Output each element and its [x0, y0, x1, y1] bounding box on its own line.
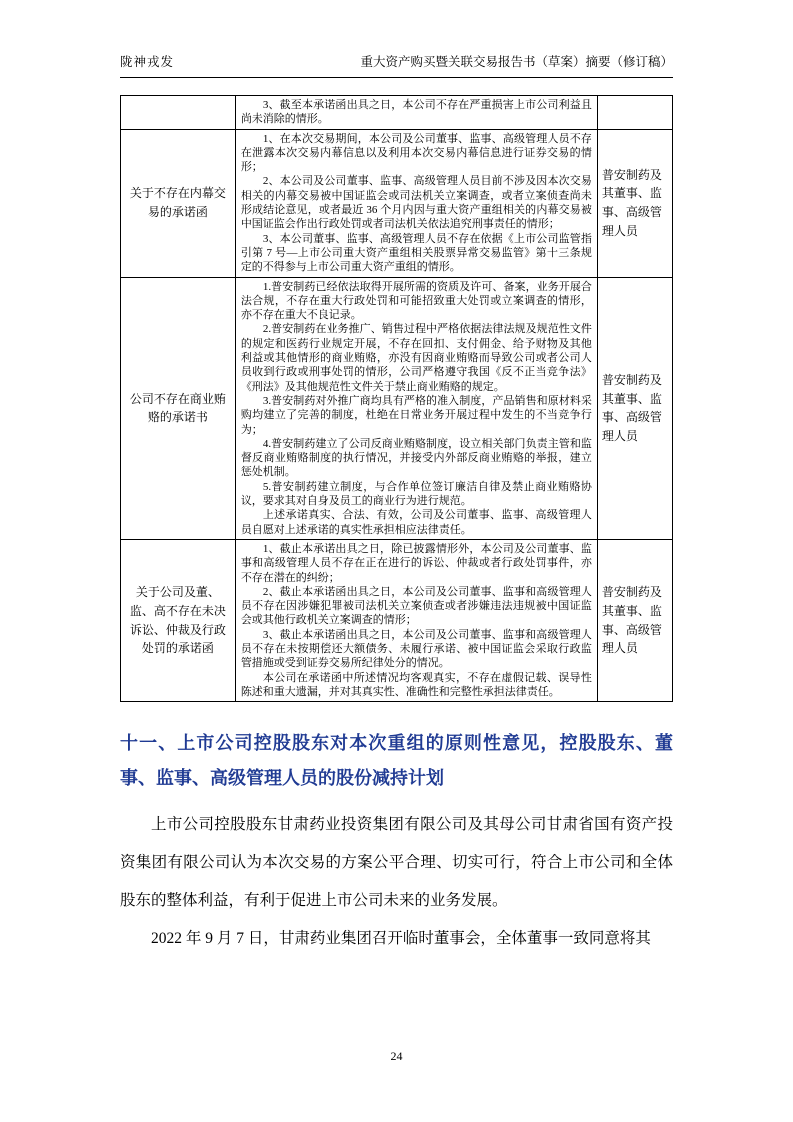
commitment-paragraph: 1、截止本承诺出具之日，除已披露情形外，本公司及公司董事、监事和高级管理人员不存在正在进行的诉讼、仲裁或者行政处罚事件，亦不存在潜在的纠纷；: [240, 542, 592, 584]
commitment-row: [121, 129, 673, 277]
commitment-paragraph: 3.普安制药对外推广商均具有严格的准入制度，产品销售和原材料采购均建立了完善的制度，杜绝在日常业务开展过程中发生的不当竞争行为；: [240, 394, 592, 436]
commitment-paragraph: 5.普安制药建立制度，与合作单位签订廉洁自律及禁止商业贿赂协议，要求其对自身及员工的商业行为进行规范。: [240, 480, 592, 508]
commitment-paragraph: 本公司在承诺函中所述情况均客观真实，不存在虚假记载、误导性陈述和重大遗漏，并对其真实性、准确性和完整性承担法律责任。: [240, 671, 592, 698]
commitment-party-cell: 普安制药及其董事、监事、高级管理人员: [597, 277, 672, 539]
body-paragraph: 上市公司控股股东甘肃药业投资集团有限公司及其母公司甘肃省国有资产投资集团有限公司认为本次交易的方案公平合理、切实可行，符合上市公司和全体股东的整体利益，有利于促进上市公司未来的业务发展。: [120, 816, 673, 910]
commitment-paragraph: 3、本公司董事、监事、高级管理人员不存在依据《上市公司监管指引第 7 号—上市公司重大资产重组相关股票异常交易监管》第十三条规定的不得参与上市公司重大资产重组的情形。: [240, 232, 592, 274]
commitment-paragraph: 3、截至本承诺函出具之日，本公司不存在严重损害上市公司利益且尚未消除的情形。: [240, 99, 592, 126]
page-content: [120, 52, 673, 958]
commitment-paragraph: 2、截止本承诺函出具之日，本公司及公司董事、监事和高级管理人员不存在因涉嫌犯罪被司法机关立案侦查或者涉嫌违法违规被中国证监会或其他行政机关立案调查的情形；: [240, 585, 592, 627]
commitment-row: [121, 277, 673, 539]
commitment-content-cell: [235, 96, 597, 130]
commitment-title-cell: 关于不存在内幕交易的承诺函: [121, 129, 236, 277]
commitment-paragraph: 4.普安制药建立了公司反商业贿赂制度，设立相关部门负责主管和监督反商业贿赂制度的执行情况，并接受内外部反商业贿赂的举报，建立惩处机制。: [240, 437, 592, 479]
commitment-party-cell: [597, 96, 672, 130]
commitment-paragraph: 1.普安制药已经依法取得开展所需的资质及许可、备案，业务开展合法合规，不存在重大行政处罚和可能招致重大处罚或立案调查的情形，亦不存在重大不良记录。: [240, 280, 592, 322]
commitment-party-cell: 普安制药及其董事、监事、高级管理人员: [597, 539, 672, 701]
page-number: 24: [390, 1049, 403, 1063]
header-company-name: 陇神戎发: [120, 55, 175, 69]
commitment-paragraph: 2、本公司及公司董事、监事、高级管理人员目前不涉及因本次交易相关的内幕交易被中国证监会或司法机关立案调查，或者立案侦查尚未形成结论意见，或者最近 36 个月内因与重大资产重组相关的内幕交易被中国证监会作出行政处罚或者司法机关依法追究刑事责任的情形；: [240, 175, 592, 231]
commitment-title-cell: 公司不存在商业贿赂的承诺书: [121, 277, 236, 539]
commitment-content-cell: [235, 129, 597, 277]
commitment-row: [121, 96, 673, 130]
commitment-row: [121, 539, 673, 701]
commitment-content-cell: [235, 277, 597, 539]
header-document-title: 重大资产购买暨关联交易报告书（草案）摘要（修订稿）: [360, 55, 673, 69]
commitment-party-cell: 普安制药及其董事、监事、高级管理人员: [597, 129, 672, 277]
commitment-paragraph: 1、在本次交易期间，本公司及公司董事、监事、高级管理人员不存在泄露本次交易内幕信息以及利用本次交易内幕信息进行证券交易的情形；: [240, 132, 592, 174]
page-footer: [0, 1049, 793, 1064]
commitment-title-cell: [121, 96, 236, 130]
commitments-table: [120, 95, 673, 702]
section-body: [120, 806, 673, 958]
commitment-content-cell: [235, 539, 597, 701]
commitment-paragraph: 3、截止本承诺函出具之日，本公司及公司董事、监事和高级管理人员不存在未按期偿还大额债务、未履行承诺、被中国证监会采取行政监管措施或受到证券交易所纪律处分的情况。: [240, 628, 592, 670]
section-heading: 十一、上市公司控股股东对本次重组的原则性意见，控股股东、董事、监事、高级管理人员的股份减持计划: [120, 733, 673, 789]
commitment-title-cell: 关于公司及董、监、高不存在未决诉讼、仲裁及行政处罚的承诺函: [121, 539, 236, 701]
commitments-table-body: [121, 96, 673, 702]
body-paragraph: 2022 年 9 月 7 日，甘肃药业集团召开临时董事会，全体董事一致同意将其: [151, 930, 651, 948]
page-header: [120, 52, 673, 78]
commitment-paragraph: 上述承诺真实、合法、有效，公司及公司董事、监事、高级管理人员自愿对上述承诺的真实性承担相应法律责任。: [240, 509, 592, 536]
commitment-paragraph: 2.普安制药在业务推广、销售过程中严格依据法律法规及规范性文件的规定和医药行业规定开展，不存在回扣、支付佣金、给予财物及其他利益或其他情形的商业贿赂，亦没有因商业贿赂而导致公司或者公司人员收到行政或刑事处罚的情形，公司严格遵守我国《反不正当竞争法》《刑法》及其他规范性文件关于禁止商业贿赂的规定。: [240, 323, 592, 393]
